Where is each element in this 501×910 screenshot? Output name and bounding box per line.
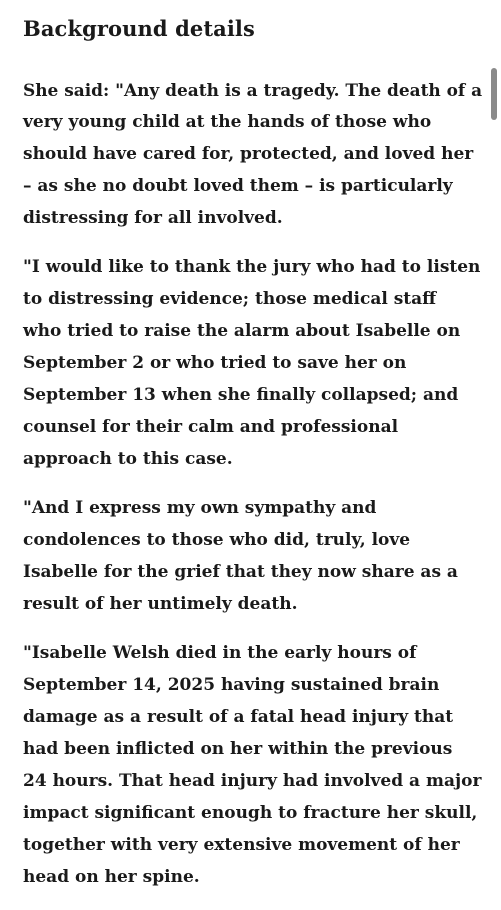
paragraph-line: very young child at the hands of those who [23, 112, 432, 132]
paragraph-line: to distressing evidence; those medical staff [23, 289, 437, 309]
paragraph-3 [23, 492, 481, 620]
paragraph-line: – as she no doubt loved them – is particularly [23, 176, 453, 196]
paragraph-line: September 14, 2025 having sustained brain [23, 675, 440, 695]
scrollbar-thumb[interactable] [491, 68, 497, 120]
paragraph-line: September 2 or who tried to save her on [23, 353, 407, 373]
paragraph-line: result of her untimely death. [23, 594, 298, 614]
paragraph-line: had been inflicted on her within the previous [23, 739, 453, 759]
paragraph-line: She said: "Any death is a tragedy. The death of a [23, 80, 483, 100]
paragraph-line: condolences to those who did, truly, love [23, 530, 411, 550]
paragraph-line: damage as a result of a fatal head injury that [23, 707, 454, 727]
paragraph-2 [23, 251, 481, 475]
paragraph-line: impact significant enough to fracture her skull, [23, 803, 478, 823]
paragraph-line: together with very extensive movement of her [23, 835, 460, 855]
paragraph-4 [23, 637, 481, 893]
paragraph-line: "I would like to thank the jury who had to listen [23, 257, 481, 277]
paragraph-line: "And I express my own sympathy and [23, 498, 377, 518]
paragraph-1 [23, 74, 481, 234]
paragraph-line: approach to this case. [23, 449, 233, 469]
paragraph-line: 24 hours. That head injury had involved a major [23, 771, 482, 791]
paragraph-line: counsel for their calm and professional [23, 417, 399, 437]
paragraph-line: who tried to raise the alarm about Isabelle on [23, 321, 461, 341]
paragraph-line: distressing for all involved. [23, 208, 283, 228]
paragraph-line: Isabelle for the grief that they now share as a [23, 562, 458, 582]
paragraph-line: head on her spine. [23, 867, 200, 887]
paragraph-line: "Isabelle Welsh died in the early hours of [23, 643, 417, 663]
paragraph-line: should have cared for, protected, and loved her [23, 144, 474, 164]
article-body [23, 14, 481, 910]
section-heading: Background details [23, 16, 255, 41]
paragraph-line: September 13 when she finally collapsed; and [23, 385, 459, 405]
